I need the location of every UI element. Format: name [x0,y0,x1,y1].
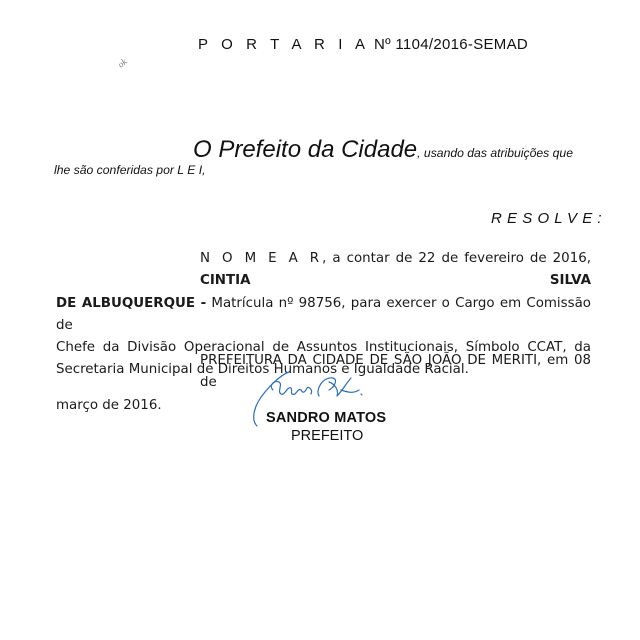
paragraph-line-1 [56,248,591,293]
resolve-heading: RESOLVE: [491,210,607,227]
intro-continuation: , usando das atribuições que [417,146,573,160]
line-2-text: Matrícula nº 98756, para exercer o Cargo em Comissão de [56,295,592,333]
intro-subject: O Prefeito da Cidade [193,136,418,163]
margin-annotation: ok [115,56,129,70]
intro-line-2: lhe são conferidas por L E I, [54,163,206,177]
portaria-title [198,36,528,53]
verb-nomear: N O M E A R [200,251,323,266]
line-1-text: , a contar de 22 de fevereiro de 2016, [322,251,591,266]
intro-line-1 [193,136,573,164]
title-prefix: P O R T A R I A [198,36,370,53]
signer-title: PREFEITO [291,428,364,444]
paragraph-line-3: Chefe da Divisão Operacional de Assuntos Institucionais, Símbolo CCAT, da [56,340,591,356]
closing-line-2: março de 2016. [56,397,162,413]
signer-name: SANDRO MATOS [266,410,387,426]
appointee-name-last: DE ALBUQUERQUE - [56,295,207,311]
paragraph-line-2 [56,293,591,338]
paragraph-line-4: Secretaria Municipal de Direitos Humanos e Igualdade Racial. [56,362,469,378]
appointee-name-first: CINTIA SILVA [200,273,591,289]
closing-line-1: PREFEITURA DA CIDADE DE SÃO JOÃO DE MERITI, em 08 de [200,353,591,391]
title-number: Nº 1104/2016-SEMAD [369,36,529,53]
